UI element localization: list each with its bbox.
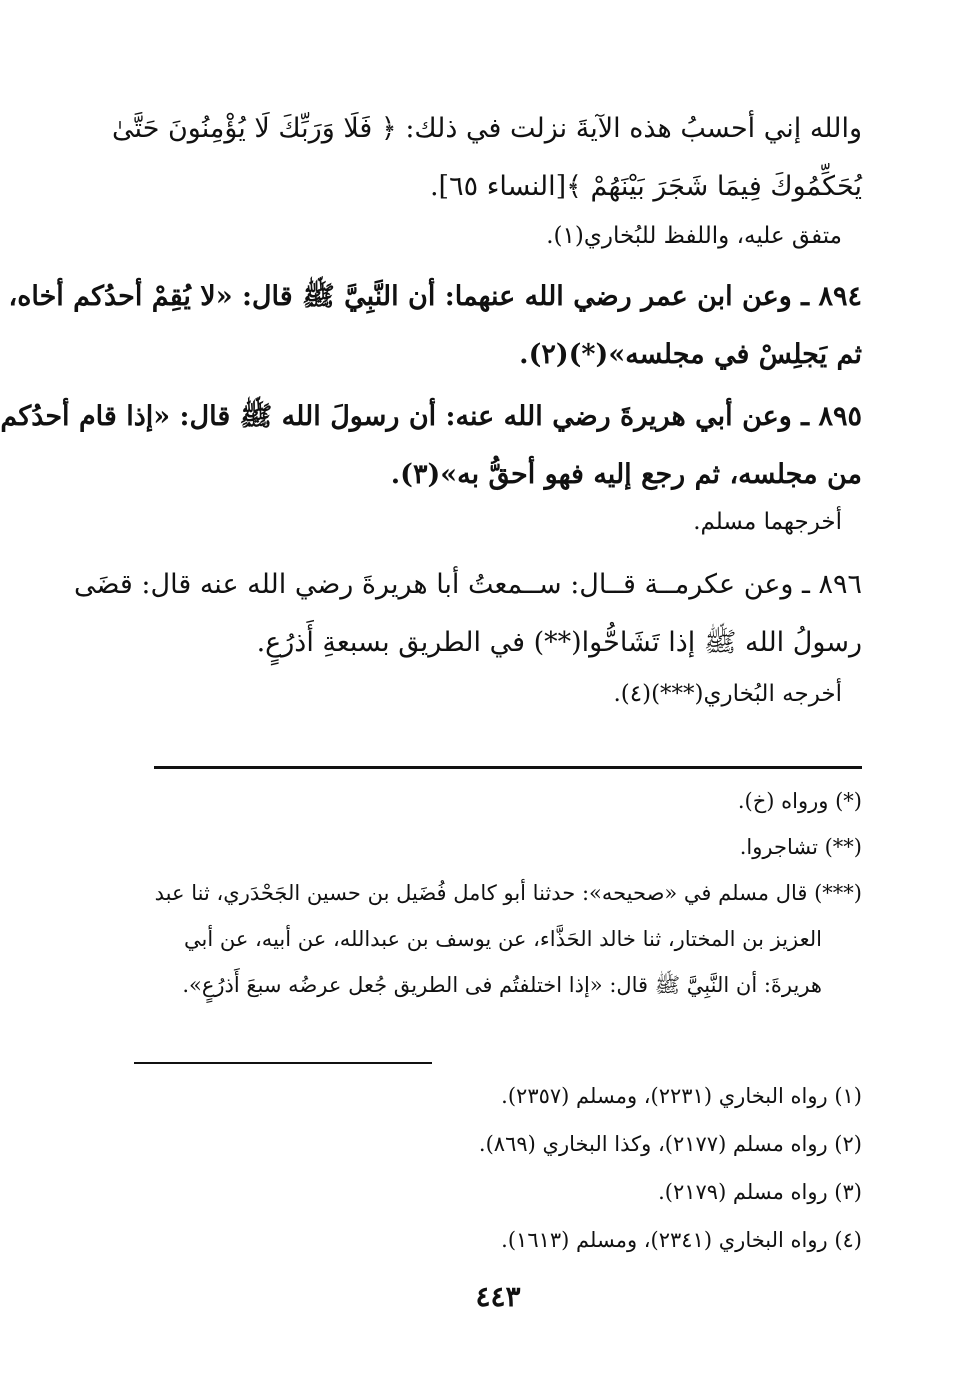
footnote: (٢) رواه مسلم (٢١٧٧)، وكذا البخاري (٨٦٩).: [478, 1132, 862, 1156]
footnotes-divider: [134, 1062, 432, 1064]
source-note: أخرجهما مسلم.: [693, 509, 842, 535]
notes-divider: [154, 766, 862, 769]
source-note: أخرجه البُخاري(***)(٤).: [613, 681, 842, 707]
note-line: (***) قال مسلم في «صحيحه»: حدثنا أبو كامل فُضَيل بن حسين الجَحْدَري، ثنا عبد: [154, 881, 862, 905]
text-line: ٨٩٥ ـ وعن أبي هريرةَ رضي الله عنه: أن رسولَ الله ﷺ قال: «إذا قام أحدُكم: [0, 401, 862, 432]
page-number: ٤٤٣: [475, 1280, 521, 1313]
text-line: والله إني أحسبُ هذه الآيةَ نزلت في ذلك: ﴿ فَلَا وَرَبِّكَ لَا يُؤْمِنُونَ حَتَّىٰ: [112, 113, 862, 144]
note-line: (*) ورواه (خ).: [737, 789, 862, 813]
quran-passage: [112, 100, 862, 216]
hadith-894: [8, 268, 862, 384]
footnote: (١) رواه البخاري (٢٢٣١)، ومسلم (٢٣٥٧).: [501, 1084, 862, 1108]
footnotes: [144, 1072, 862, 1264]
editor-notes: [144, 778, 862, 1008]
text-line: من مجلسه، ثم رجع إليه فهو أحقُّ به»(٣).: [390, 459, 862, 490]
hadith-896: [73, 556, 862, 672]
hadith-895: [0, 388, 862, 504]
note-line: هريرةَ: أن النَّبِيَّ ﷺ قال: «إذا اختلفتُم فى الطريق جُعل عرضُه سبعَ أَذرُعٍ».: [182, 973, 822, 997]
text-line: رسولُ الله ﷺ إذا تَشَاحُّوا(**) في الطريق بسبعةِ أَذرُعٍ.: [256, 627, 862, 658]
text-line: ٨٩٤ ـ وعن ابن عمر رضي الله عنهما: أن النَّبِيَّ ﷺ قال: «لا يُقِمْ أحدُكم أخاه،: [8, 281, 862, 312]
text-line: ٨٩٦ ـ وعن عكرمــة قــال: ســمعتُ أبا هريرةَ رضي الله عنه قال: قضَى: [73, 569, 862, 600]
text-line: يُحَكِّمُوكَ فِيمَا شَجَرَ بَيْنَهُمْ ﴾[النساء ٦٥].: [429, 171, 862, 202]
text-line: ثم يَجلِسْ في مجلسه»(*)(٢).: [519, 339, 862, 370]
note-line: (**) تشاجروا.: [739, 835, 862, 859]
footnote: (٣) رواه مسلم (٢١٧٩).: [658, 1180, 862, 1204]
footnote: (٤) رواه البخاري (٢٣٤١)، ومسلم (١٦١٣).: [501, 1228, 862, 1252]
note-line: العزيز بن المختار، ثنا خالد الحَذَّاء، عن يوسف بن عبدالله، عن أبيه، عن أبي: [183, 927, 822, 951]
source-note: متفق عليه، واللفظ للبُخاري(١).: [546, 223, 842, 249]
